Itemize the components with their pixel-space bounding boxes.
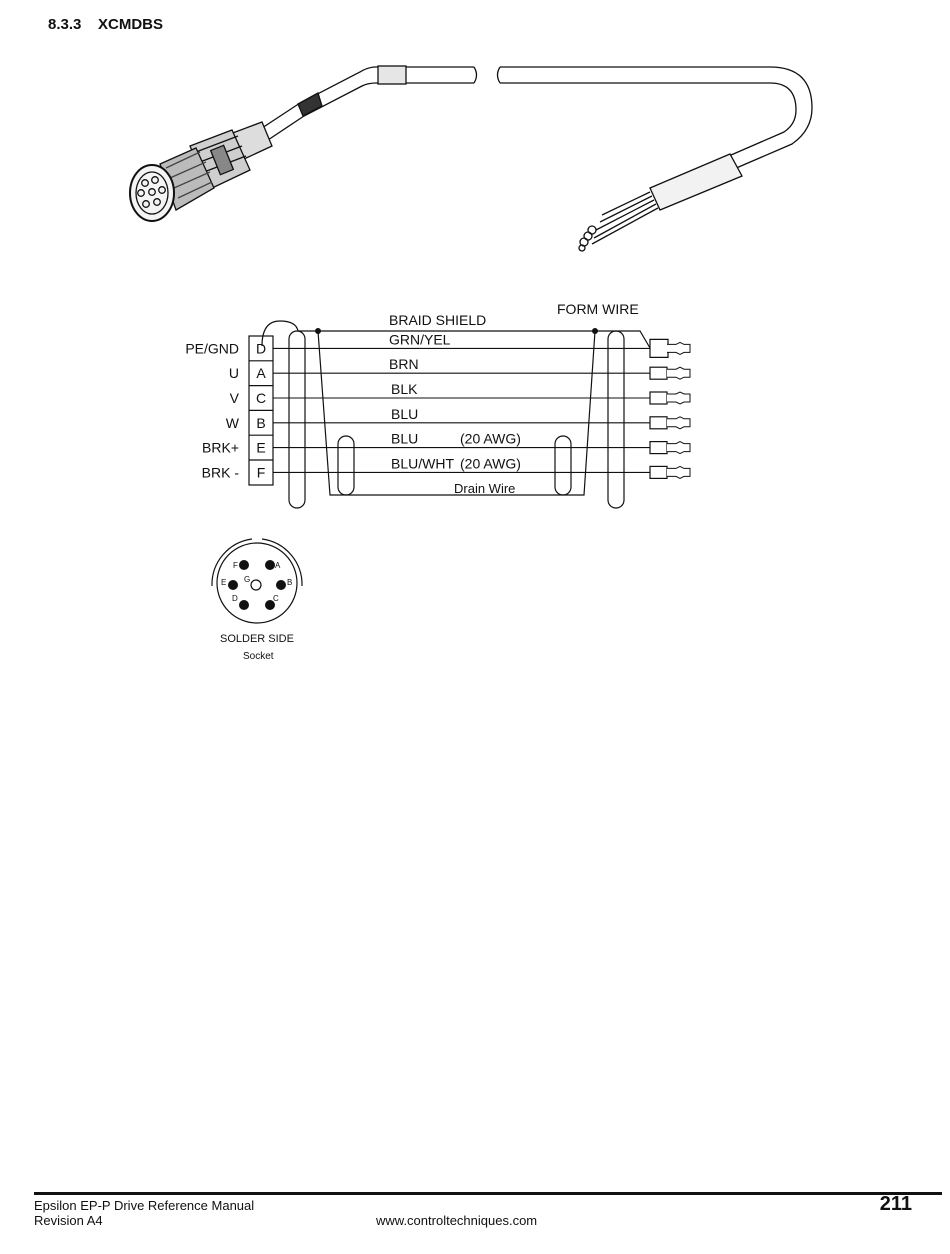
drain-wire-label: Drain Wire (454, 481, 516, 496)
pin-label-d: D (232, 594, 238, 603)
wire-color-b: BLU (391, 405, 419, 422)
pin-label-f: F (233, 561, 238, 570)
wire-gauge-e: (20 AWG) (460, 430, 521, 447)
form-wire-label: FORM WIRE (557, 301, 639, 317)
terminal-d (650, 339, 668, 357)
pin-letter-b: B (256, 414, 266, 431)
wire-color-c: BLK (391, 381, 418, 397)
terminal-pin-f (667, 466, 690, 478)
terminal-pin-e (667, 442, 690, 454)
terminal-b (650, 417, 667, 429)
signal-label-e: BRK+ (202, 439, 239, 456)
footer-manual-title: Epsilon EP-P Drive Reference Manual (34, 1198, 255, 1213)
pin-letter-c: C (255, 390, 267, 406)
wiring-diagram (185, 301, 690, 508)
terminal-c (650, 392, 667, 404)
cable-illustration (130, 66, 812, 251)
connector-face-diagram (212, 539, 302, 662)
wire-color-f: BLU/WHT (391, 455, 454, 472)
footer-rule (34, 1192, 942, 1195)
pin-label-c: C (273, 594, 279, 603)
wire-color-d: GRN/YEL (389, 331, 451, 348)
pin-label-g: G (244, 575, 251, 584)
footer-left (34, 1198, 254, 1228)
signal-label-a: U (228, 365, 239, 382)
solder-side-caption: SOLDER SIDE (220, 633, 294, 645)
braid-shield-label: BRAID SHIELD (389, 312, 487, 328)
signal-label-b: W (225, 414, 239, 431)
pin-label-a: A (275, 561, 281, 570)
terminal-e (650, 442, 667, 454)
wire-gauge-f: (20 AWG) (460, 455, 521, 472)
socket-caption: Socket (243, 651, 274, 662)
terminal-pin-a (667, 367, 690, 379)
signal-label-f: BRK - (201, 464, 239, 481)
terminal-pin-d (667, 342, 690, 354)
pin-letter-e: E (256, 439, 266, 456)
terminal-a (650, 367, 667, 379)
footer-url[interactable]: www.controltechniques.com (376, 1213, 538, 1228)
terminal-f (650, 466, 667, 478)
page-number: 211 (879, 1193, 912, 1215)
pin-letter-a: A (256, 365, 266, 382)
signal-label-c: V (229, 390, 239, 406)
terminal-pin-c (667, 392, 690, 404)
pin-letter-d: D (255, 340, 267, 357)
footer-revision: Revision A4 (34, 1213, 103, 1228)
section-title: XCMDBS (98, 16, 164, 33)
section-number: 8.3.3 (48, 16, 82, 33)
pin-letter-f: F (256, 464, 266, 481)
wire-color-a: BRN (389, 356, 419, 373)
wire-color-e: BLU (391, 430, 419, 447)
terminal-pin-b (667, 417, 690, 429)
pin-label-e: E (221, 578, 227, 587)
pin-label-b: B (287, 578, 293, 587)
signal-label-d: PE/GND (185, 340, 239, 357)
